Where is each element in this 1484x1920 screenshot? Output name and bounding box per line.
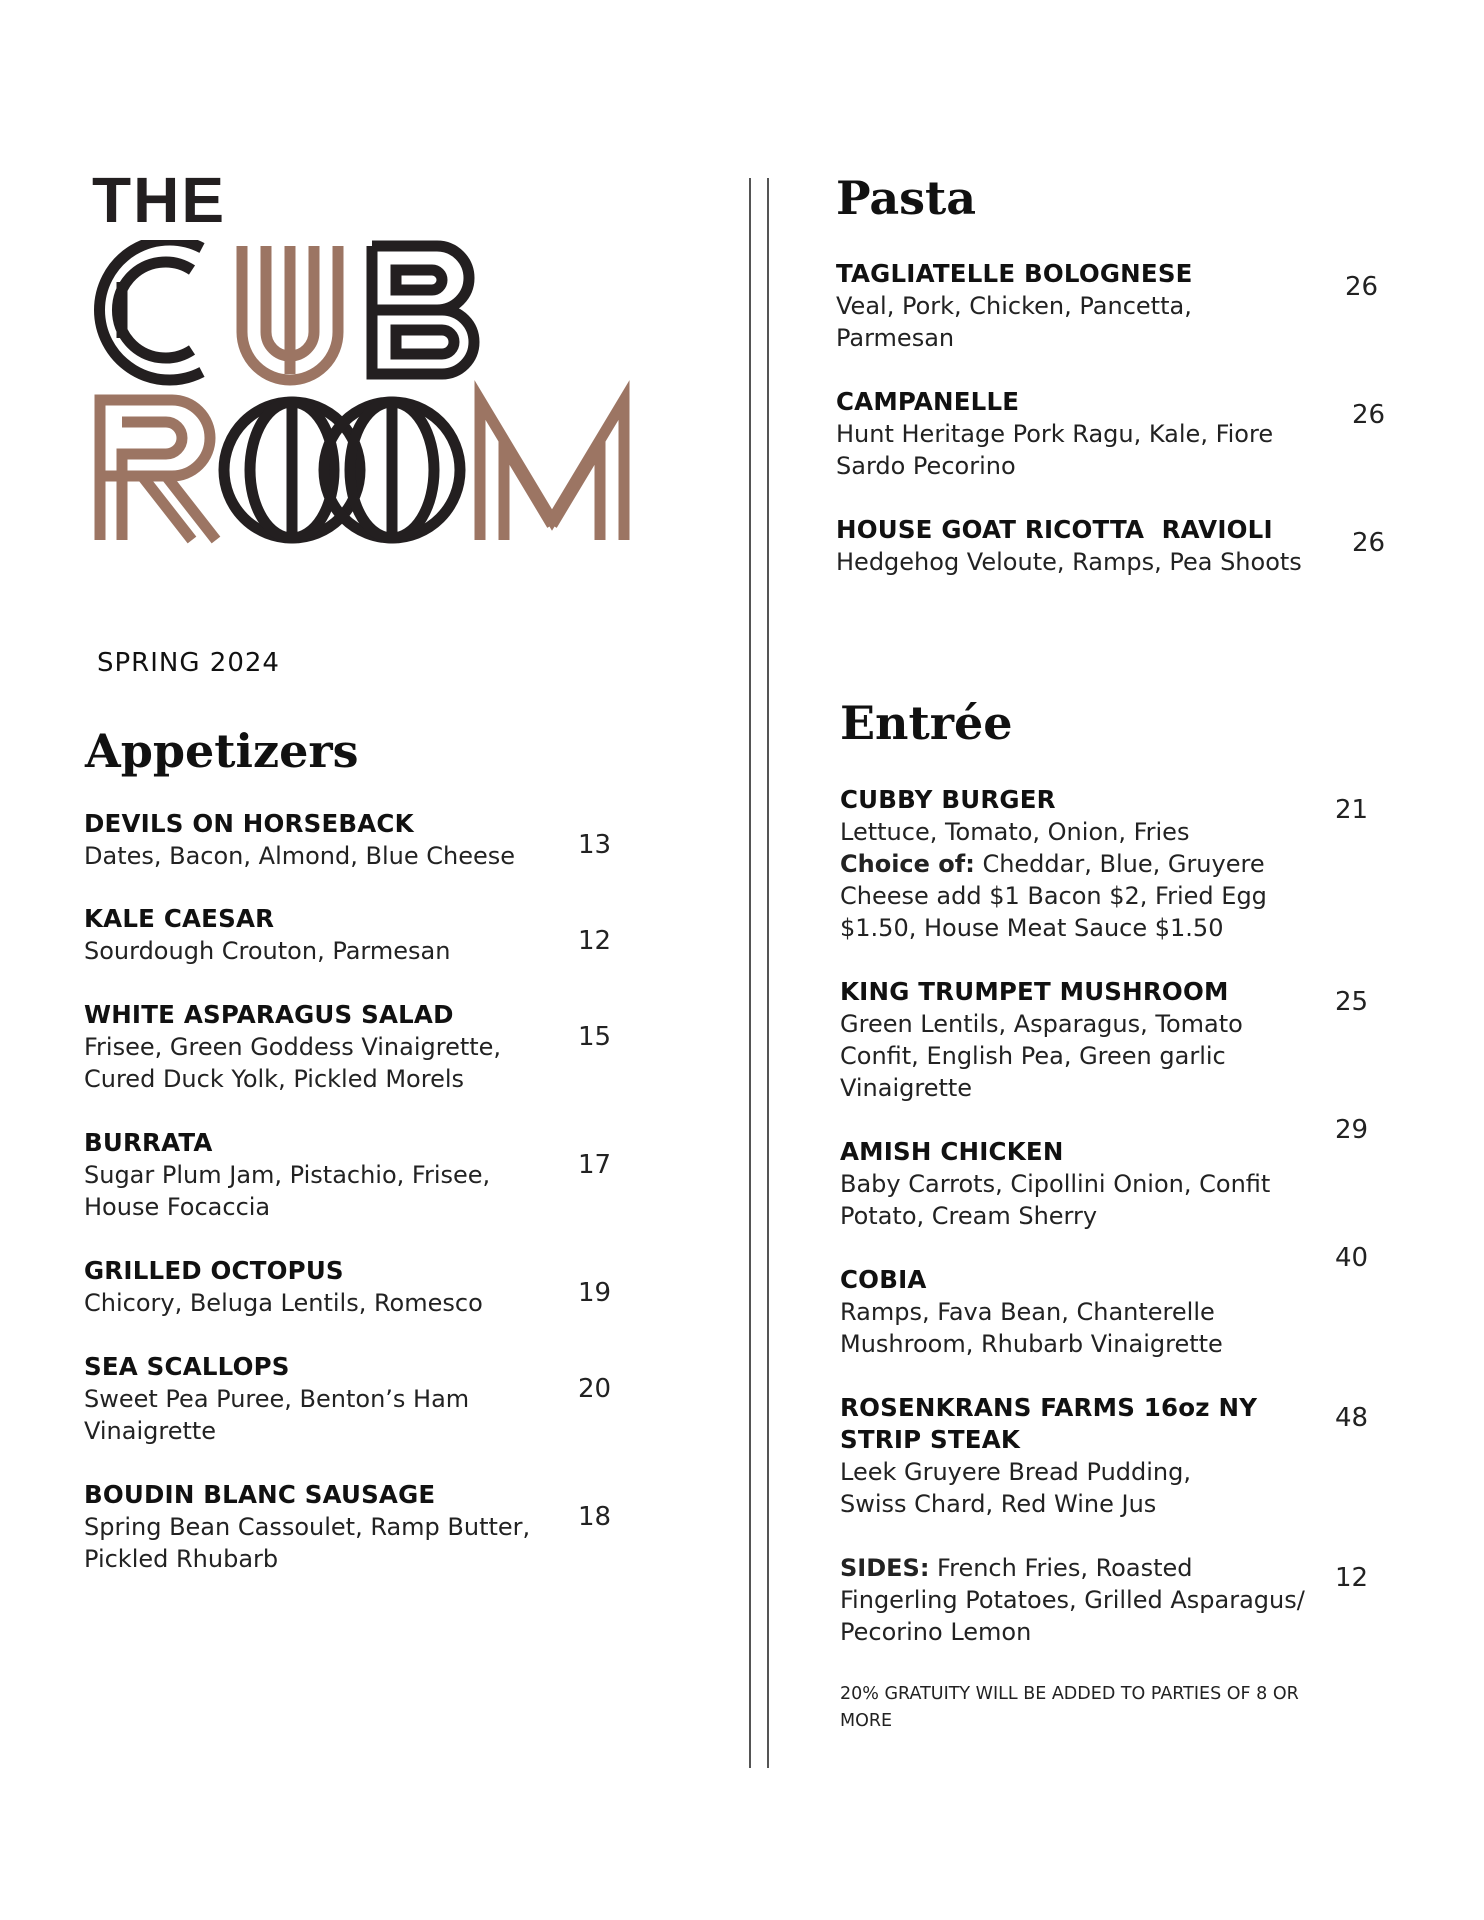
item-description: Sourdough Crouton, Parmesan (84, 937, 451, 965)
divider-line (749, 178, 751, 1768)
item-name: GRILLED OCTOPUS (84, 1256, 344, 1285)
item-price: 29 (1335, 1115, 1369, 1145)
item-description: Frisee, Green Goddess Vinaigrette, Cured Duck Yolk, Pickled Morels (84, 1033, 502, 1093)
item-name: DEVILS ON HORSEBACK (84, 809, 414, 838)
item-description: Hunt Heritage Pork Ragu, Kale, Fiore Sardo Pecorino (836, 420, 1274, 480)
gratuity-note: 20% GRATUITY WILL BE ADDED TO PARTIES OF 8 OR MORE (840, 1684, 1299, 1731)
menu-item (840, 1264, 1240, 1360)
item-description: Leek Gruyere Bread Pudding, Swiss Chard, Red Wine Jus (840, 1458, 1191, 1518)
item-name: CAMPANELLE (836, 387, 1020, 416)
logo-letter-r (100, 400, 216, 540)
menu-item (84, 1127, 504, 1223)
logo-the-text: THE (92, 164, 226, 236)
item-choice-text (840, 848, 1270, 944)
menu-item (84, 808, 644, 872)
item-description: Ramps, Fava Bean, Chanterelle Mushroom, Rhubarb Vinaigrette (840, 1298, 1223, 1358)
divider-line (767, 178, 769, 1768)
logo-letter-o-2 (324, 402, 460, 538)
item-price: 26 (1352, 528, 1386, 558)
choice-label: Choice of: (840, 850, 975, 878)
item-description: Baby Carrots, Cipollini Onion, Confit Potato, Cream Sherry (840, 1170, 1271, 1230)
season-label: SPRING 2024 (97, 648, 280, 678)
logo-letter-u (242, 246, 338, 380)
item-price: 48 (1335, 1403, 1369, 1433)
item-name: COBIA (840, 1265, 927, 1294)
item-description: Sweet Pea Puree, Benton’s Ham Vinaigrette (84, 1385, 470, 1445)
item-name: KING TRUMPET MUSHROOM (840, 977, 1229, 1006)
item-description: Hedgehog Veloute, Ramps, Pea Shoots (836, 548, 1302, 576)
item-name: SEA SCALLOPS (84, 1352, 290, 1381)
item-price: 19 (578, 1278, 612, 1308)
item-name: WHITE ASPARAGUS SALAD (84, 1000, 454, 1029)
appetizers-title: Appetizers (85, 724, 359, 778)
menu-item (836, 514, 1336, 578)
menu-item (84, 1479, 534, 1575)
item-name: CUBBY BURGER (840, 785, 1056, 814)
item-description: Sugar Plum Jam, Pistachio, Frisee, House Focaccia (84, 1161, 491, 1221)
item-price: 12 (578, 926, 612, 956)
sides-label: SIDES: (840, 1554, 930, 1582)
item-price: 18 (578, 1502, 612, 1532)
item-price: 25 (1335, 987, 1369, 1017)
item-description: Lettuce, Tomato, Onion, Fries (840, 818, 1190, 846)
menu-item (84, 1255, 644, 1319)
entree-title: Entrée (840, 696, 1013, 750)
menu-item (840, 1552, 1310, 1648)
sides-text (840, 1552, 1310, 1648)
menu-item (840, 784, 1270, 944)
menu-item (836, 258, 1236, 354)
menu-item (84, 999, 514, 1095)
item-description: Veal, Pork, Chicken, Pancetta, Parmesan (836, 292, 1192, 352)
item-description: Green Lentils, Asparagus, Tomato Confit, English Pea, Green garlic Vinaigrette (840, 1010, 1243, 1102)
menu-item (840, 1392, 1260, 1520)
choice-options: Cheddar, Blue, Gruyere Cheese add $1 Bacon $2, Fried Egg $1.50, House Meat Sauce $1.50 (840, 850, 1267, 942)
item-description: Dates, Bacon, Almond, Blue Cheese (84, 842, 516, 870)
pasta-title: Pasta (836, 171, 977, 225)
item-description: Spring Bean Cassoulet, Ramp Butter, Pickled Rhubarb (84, 1513, 531, 1573)
menu-item (840, 976, 1260, 1104)
logo-letter-b (372, 246, 474, 374)
item-name: TAGLIATELLE BOLOGNESE (836, 259, 1193, 288)
logo-letter-m (480, 400, 624, 540)
menu-item (840, 1136, 1280, 1232)
sides-description: French Fries, Roasted Fingerling Potatoes, Grilled Asparagus/ Pecorino Lemon (840, 1554, 1305, 1646)
item-price: 20 (578, 1374, 612, 1404)
item-name: BURRATA (84, 1128, 213, 1157)
item-price: 15 (578, 1022, 612, 1052)
item-name: BOUDIN BLANC SAUSAGE (84, 1480, 436, 1509)
item-name: AMISH CHICKEN (840, 1137, 1064, 1166)
item-price: 17 (578, 1150, 612, 1180)
item-name: ROSENKRANS FARMS 16oz NY STRIP STEAK (840, 1393, 1258, 1454)
menu-item (84, 903, 644, 967)
menu-item (84, 1351, 474, 1447)
item-price: 21 (1335, 795, 1369, 825)
item-price: 26 (1352, 400, 1386, 430)
item-price: 13 (578, 830, 612, 860)
item-price: 40 (1335, 1243, 1369, 1273)
menu-item (836, 386, 1276, 482)
item-name: KALE CAESAR (84, 904, 275, 933)
item-price: 12 (1335, 1563, 1369, 1593)
item-name: HOUSE GOAT RICOTTA RAVIOLI (836, 515, 1273, 544)
cub-room-logo (92, 240, 672, 550)
logo-letter-c (100, 240, 202, 380)
item-price: 26 (1345, 272, 1379, 302)
item-description: Chicory, Beluga Lentils, Romesco (84, 1289, 483, 1317)
